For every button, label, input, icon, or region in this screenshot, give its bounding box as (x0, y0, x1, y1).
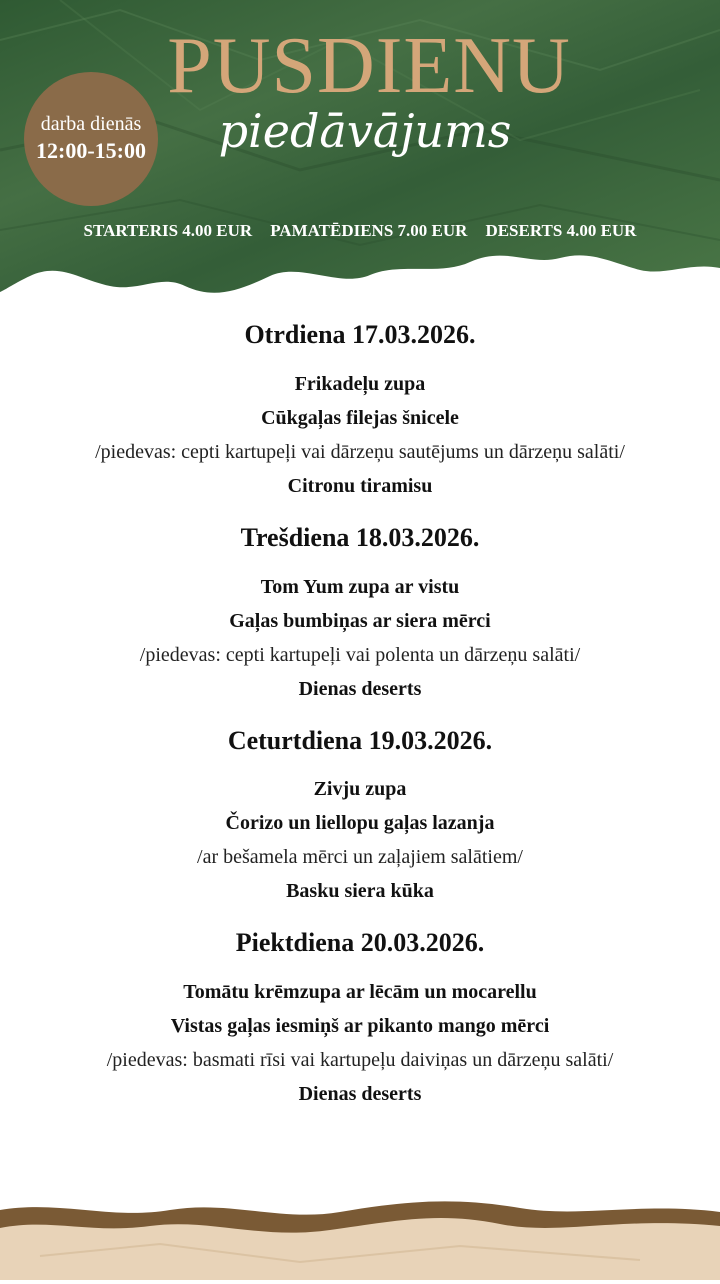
side-dish-note: /piedevas: cepti kartupeļi vai dārzeņu sautējums un dārzeņu salāti/ (95, 440, 625, 463)
day-heading: Otrdiena 17.03.2026. (244, 320, 476, 349)
soup-item: Frikadeļu zupa (294, 372, 426, 395)
page-subtitle: piedāvājums (218, 104, 512, 158)
side-dish-note: /piedevas: cepti kartupeļi vai polenta un dārzeņu salāti/ (139, 643, 581, 666)
day-menu-friday (40, 926, 680, 1107)
soup-item: Zivju zupa (313, 778, 407, 801)
price-list (0, 221, 720, 241)
main-course-item: Cūkgaļas filejas šnicele (261, 406, 459, 429)
hours-badge (24, 72, 158, 206)
price-main: PAMATĒDIENS 7.00 EUR (270, 221, 468, 240)
dessert-item: Dienas deserts (298, 1083, 422, 1106)
day-menu-wednesday (40, 521, 680, 702)
soup-item: Tom Yum zupa ar vistu (260, 575, 460, 598)
day-menu-tuesday (40, 318, 680, 499)
dessert-item: Citronu tiramisu (287, 474, 433, 497)
price-starter: STARTERIS 4.00 EUR (83, 221, 253, 240)
header-banner (0, 0, 720, 310)
dessert-item: Basku siera kūka (286, 880, 434, 903)
soup-item: Tomātu krēmzupa ar lēcām un mocarellu (183, 981, 537, 1004)
main-course-item: Čorizo un liellopu gaļas lazanja (225, 812, 495, 835)
side-dish-note: /piedevas: basmati rīsi vai kartupeļu daiviņas un dārzeņu salāti/ (106, 1049, 614, 1072)
day-menu-thursday (40, 724, 680, 905)
weekly-menu (40, 318, 680, 1129)
hours-badge-time: 12:00-15:00 (36, 137, 146, 163)
day-heading: Piektdiena 20.03.2026. (235, 928, 485, 958)
day-heading: Ceturtdiena 19.03.2026. (227, 725, 493, 755)
day-heading: Trešdiena 18.03.2026. (240, 522, 480, 552)
price-dessert: DESERTS 4.00 EUR (485, 221, 637, 240)
main-course-item: Vistas gaļas iesmiņš ar pikanto mango mērci (170, 1015, 550, 1038)
footer-paper-decoration (0, 1196, 720, 1280)
side-dish-note: /ar bešamela mērci un zaļajiem salātiem/ (197, 846, 523, 869)
torn-paper-edge (0, 1196, 720, 1280)
main-course-item: Gaļas bumbiņas ar siera mērci (229, 609, 491, 632)
page-title: PUSDIENU (167, 22, 571, 110)
hours-badge-label: darba dienās (40, 112, 142, 135)
dessert-item: Dienas deserts (298, 677, 422, 700)
